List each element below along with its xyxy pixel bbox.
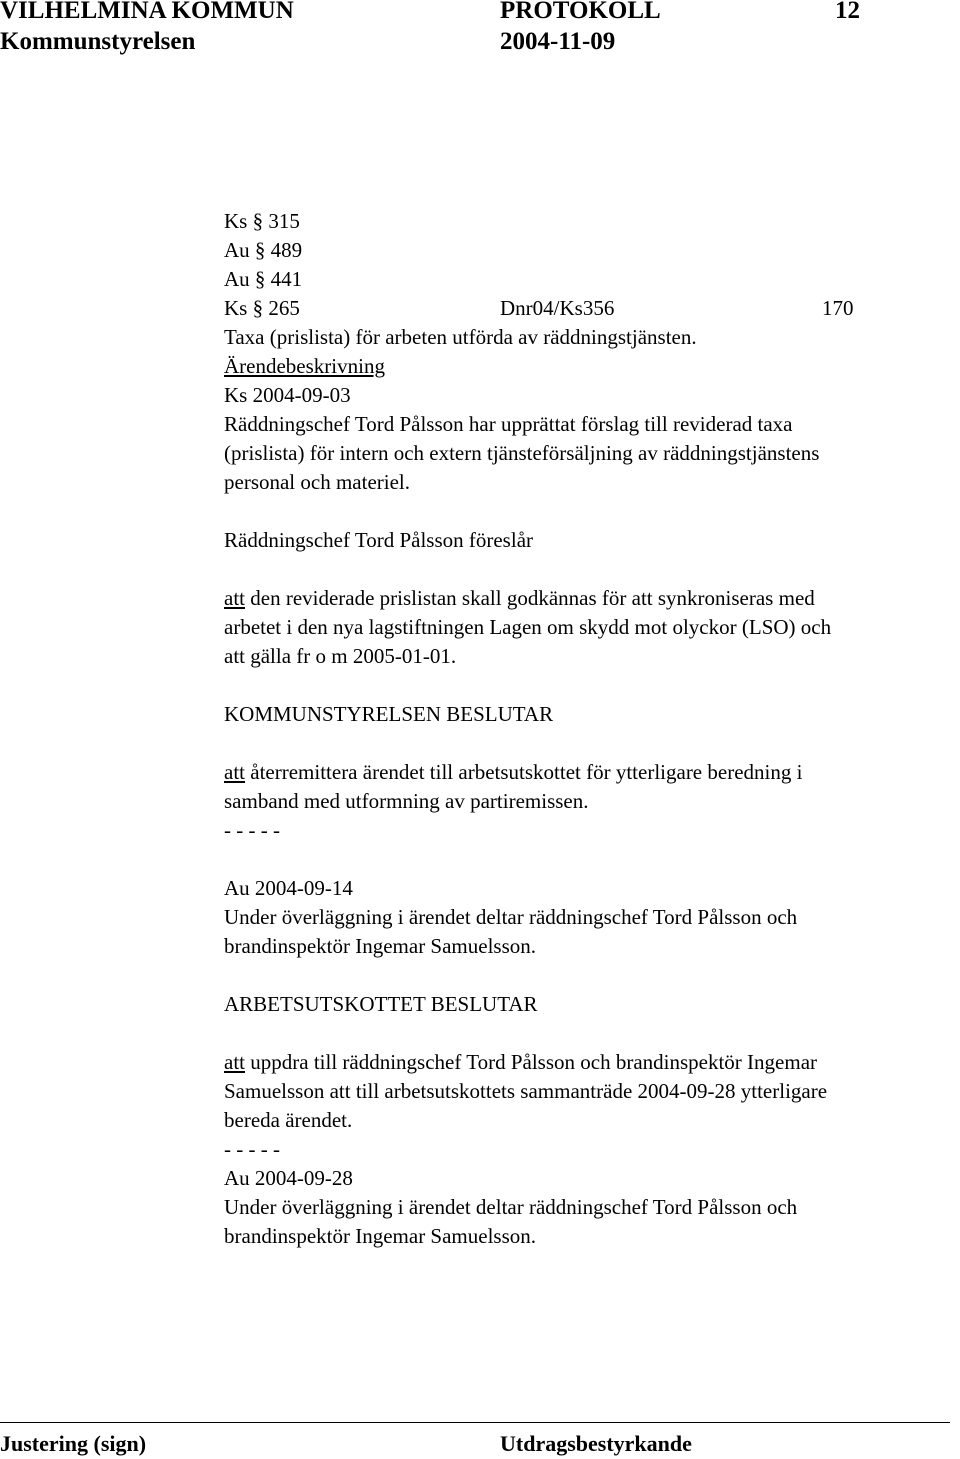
au-meeting-date: Au 2004-09-14: [224, 876, 353, 900]
proposal-line: arbetet i den nya lagstiftningen Lagen om skydd mot olyckor (LSO) och: [224, 615, 832, 639]
au-meeting-line: brandinspektör Ingemar Samuelsson.: [224, 934, 537, 958]
au-decision-line: Samuelsson att till arbetsutskottets sammanträde 2004-09-28 ytterligare: [224, 1079, 828, 1103]
description-date: Ks 2004-09-03: [224, 383, 351, 407]
reference-number: 489: [270, 238, 303, 262]
description-line: personal och materiel.: [224, 470, 411, 494]
ks-decision-text: återremittera ärendet till arbetsutskottet för ytterligare beredning i: [245, 760, 803, 784]
description-line: (prislista) för intern och extern tjänsteförsäljning av räddningstjänstens: [224, 441, 820, 465]
att-keyword: att: [224, 586, 245, 610]
footer-signature-label: Justering (sign): [0, 1431, 147, 1456]
section-sign: §: [254, 267, 266, 291]
page-number: 12: [835, 0, 860, 24]
footer-certification-label: Utdragsbestyrkande: [500, 1431, 692, 1456]
proposal-line: att gälla fr o m 2005-01-01.: [224, 644, 457, 668]
proposal-text: den reviderade prislistan skall godkännas för att synkroniseras med: [245, 586, 815, 610]
att-keyword: att: [224, 1050, 245, 1074]
reference-prefix: Au: [224, 238, 250, 262]
diary-number: Dnr04/Ks356: [500, 296, 615, 320]
reference-number: 441: [270, 267, 303, 291]
reference-prefix: Ks: [224, 296, 248, 320]
case-title: Taxa (prislista) för arbeten utförda av räddningstjänsten.: [224, 325, 697, 349]
reference-line: [224, 265, 302, 294]
meeting-date: 2004-11-09: [500, 28, 616, 55]
att-keyword: att: [224, 760, 245, 784]
au-meeting-line: brandinspektör Ingemar Samuelsson.: [224, 1224, 537, 1248]
au-decision-line: [224, 1048, 817, 1077]
reference-line: [224, 207, 300, 236]
ks-decision-line: samband med utformning av partiremissen.: [224, 789, 589, 813]
au-decision-heading: ARBETSUTSKOTTET BESLUTAR: [224, 992, 538, 1016]
reference-number: 315: [268, 209, 300, 233]
ks-decision-heading: KOMMUNSTYRELSEN BESLUTAR: [224, 702, 554, 726]
reference-number: 265: [268, 296, 300, 320]
au-meeting-date: Au 2004-09-28: [224, 1166, 353, 1190]
reference-prefix: Au: [224, 267, 250, 291]
footer-rule: [0, 1422, 950, 1423]
reference-line: [224, 294, 300, 323]
ks-decision-line: [224, 758, 802, 787]
proposal-heading: Räddningschef Tord Pålsson föreslår: [224, 528, 534, 552]
au-decision-line: bereda ärendet.: [224, 1108, 353, 1132]
document-type: PROTOKOLL: [500, 0, 661, 24]
case-code: 170: [822, 296, 854, 320]
au-meeting-line: Under överläggning i ärendet deltar räddningschef Tord Pålsson och: [224, 1195, 798, 1219]
au-decision-text: uppdra till räddningschef Tord Pålsson och brandinspektör Ingemar: [245, 1050, 818, 1074]
reference-prefix: Ks: [224, 209, 248, 233]
au-meeting-line: Under överläggning i ärendet deltar räddningschef Tord Pålsson och: [224, 905, 798, 929]
separator: - - - - -: [224, 818, 280, 842]
description-heading: Ärendebeskrivning: [224, 354, 385, 378]
separator: - - - - -: [224, 1137, 280, 1161]
body-name: Kommunstyrelsen: [0, 28, 196, 55]
reference-line: [224, 236, 302, 265]
proposal-line: [224, 584, 815, 613]
section-sign: §: [252, 209, 264, 233]
section-sign: §: [252, 296, 264, 320]
municipality-name: VILHELMINA KOMMUN: [0, 0, 294, 24]
description-line: Räddningschef Tord Pålsson har upprättat förslag till reviderad taxa: [224, 412, 793, 436]
section-sign: §: [254, 238, 266, 262]
